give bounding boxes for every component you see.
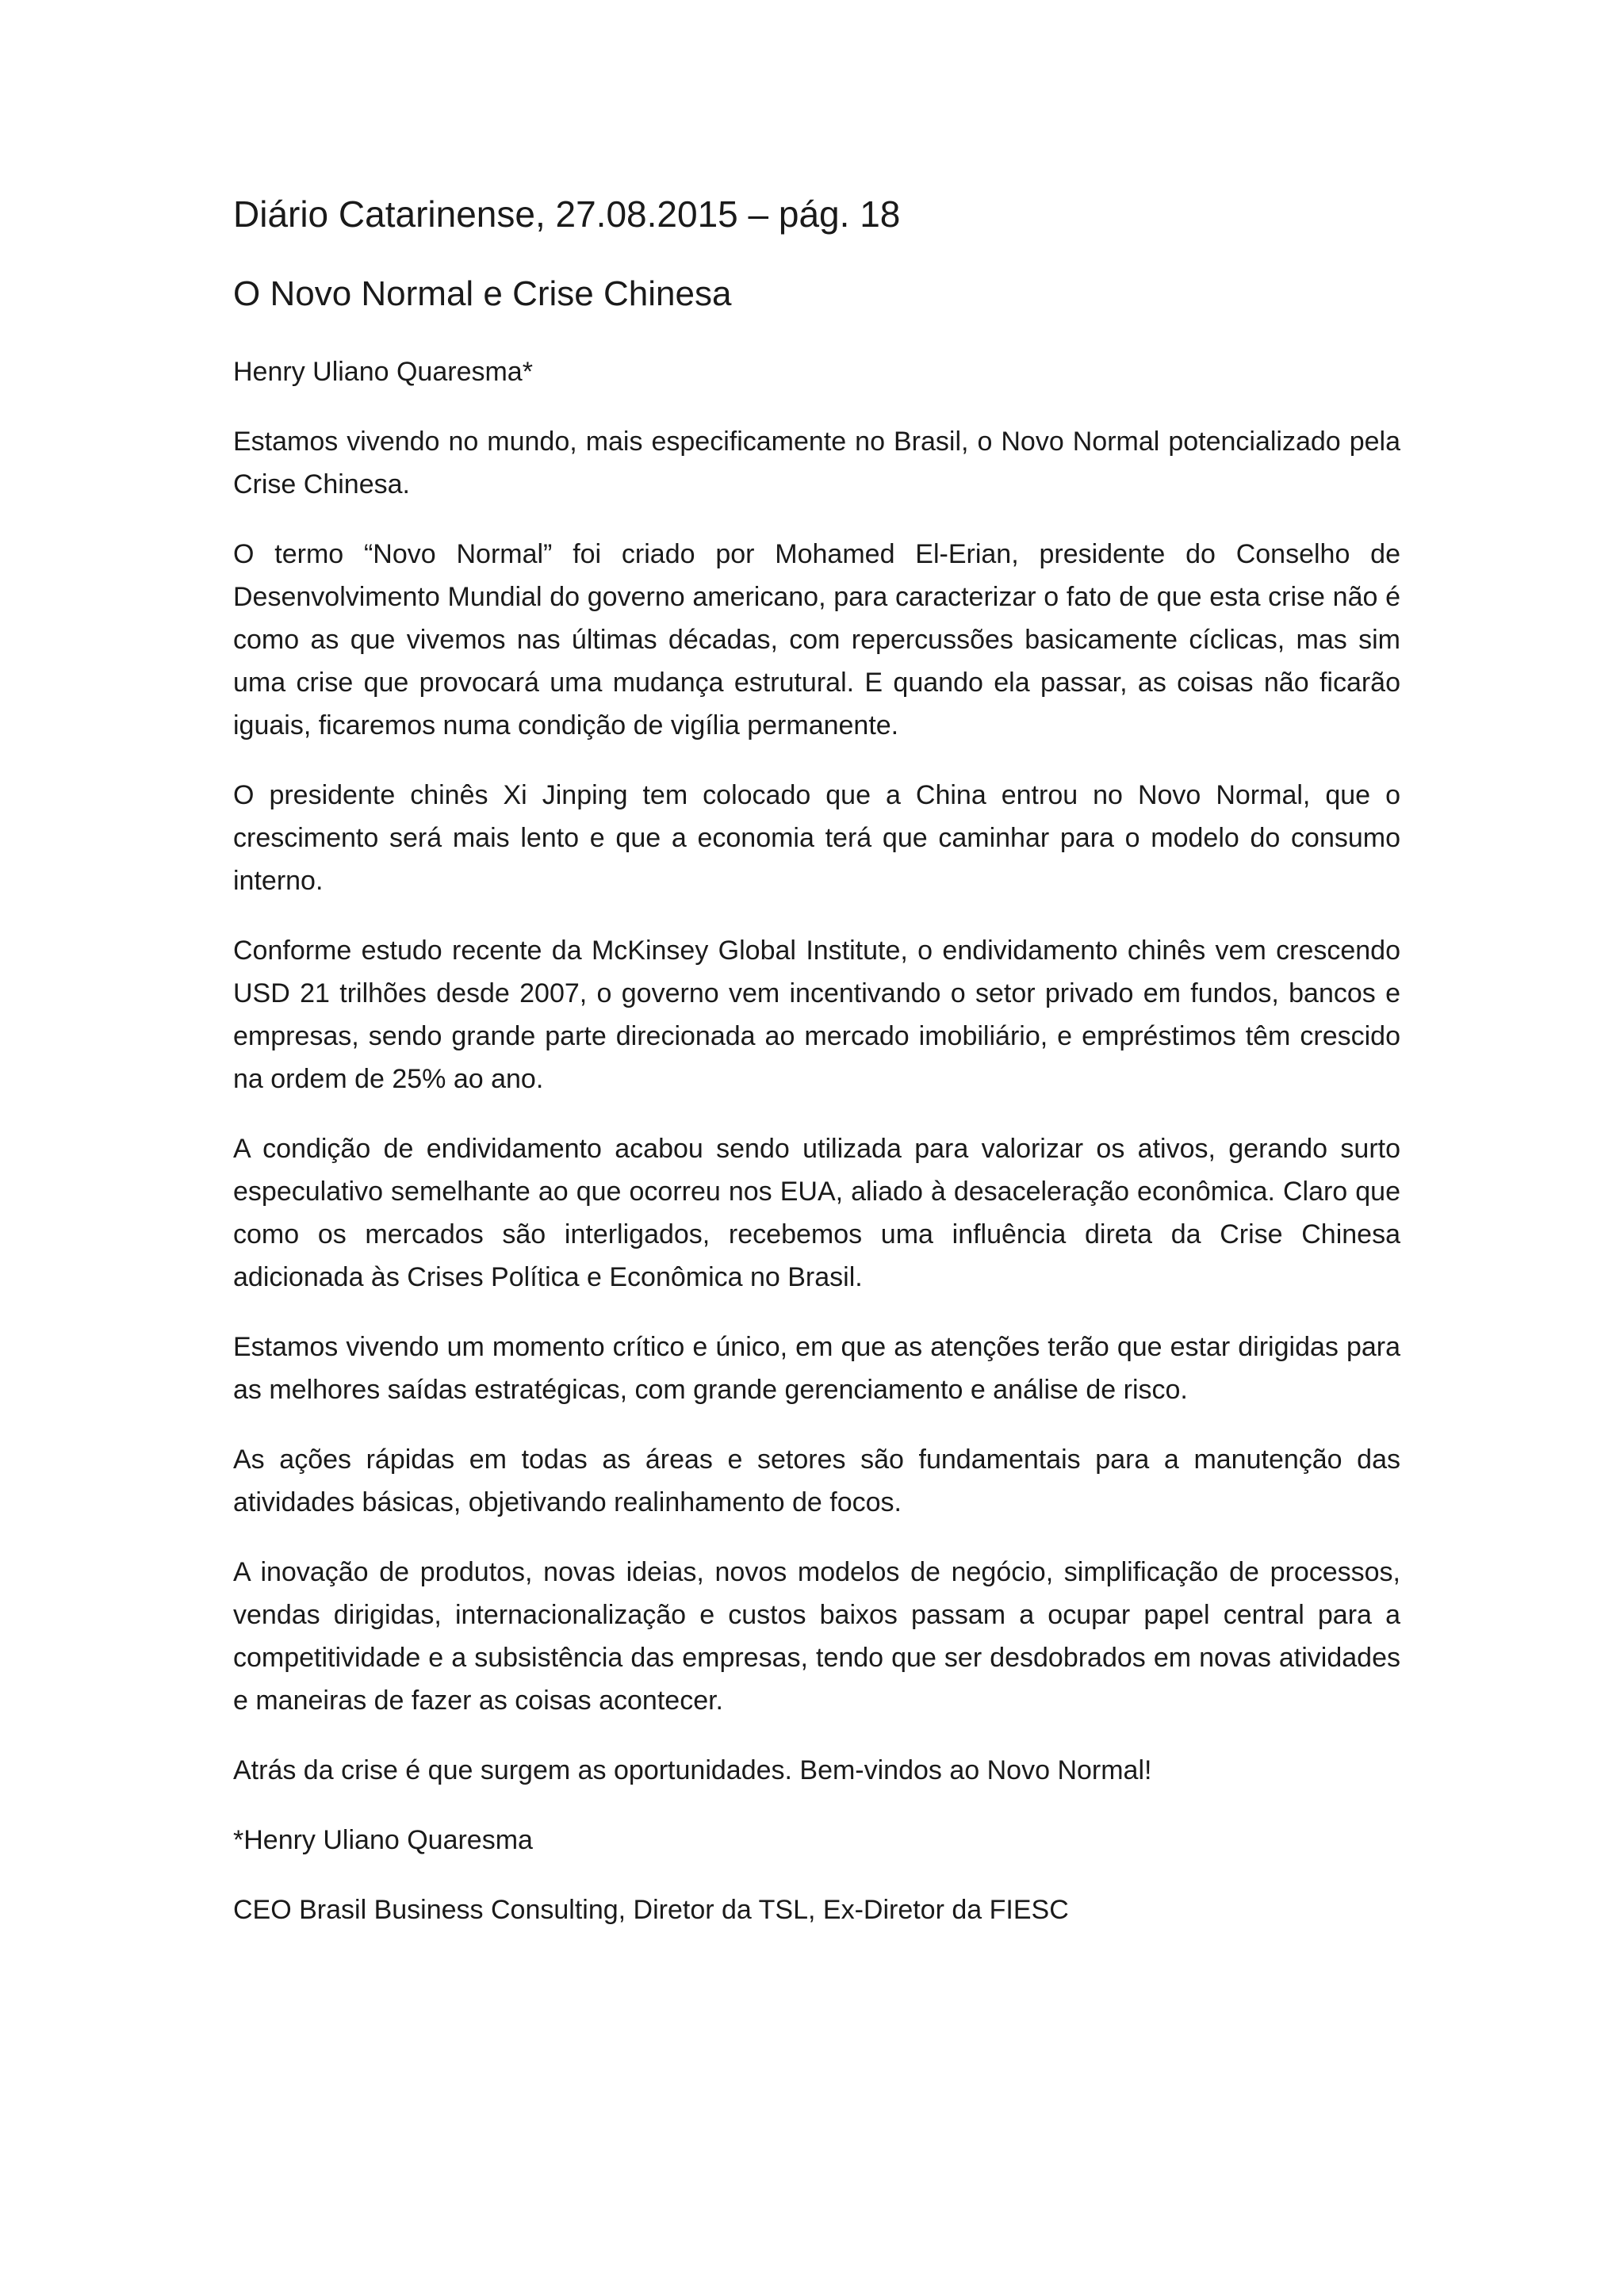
paragraph-8: A inovação de produtos, novas ideias, novos modelos de negócio, simplificação de processos, vendas dirigidas, internacionalização e custos baixos passam a ocupar papel central para a competitividade e a subsistência das empresas, tendo que ser desdobrados em novas atividades e maneiras de fazer as coisas acontecer. <box>233 1557 1400 1716</box>
signature-name: *Henry Uliano Quaresma <box>233 1825 533 1855</box>
article <box>233 190 1400 1958</box>
paragraph-2: O termo “Novo Normal” foi criado por Mohamed El-Erian, presidente do Conselho de Desenvolvimento Mundial do governo americano, para caracterizar o fato de que esta crise não é como as que vivemos nas últimas décadas, com repercussões basicamente cíclicas, mas sim uma crise que provocará uma mudança estrutural. E quando ela passar, as coisas não ficarão iguais, ficaremos numa condição de vigília permanente. <box>233 539 1400 740</box>
article-title: O Novo Normal e Crise Chinesa <box>233 274 732 313</box>
paragraph-3: O presidente chinês Xi Jinping tem colocado que a China entrou no Novo Normal, que o crescimento será mais lento e que a economia terá que caminhar para o modelo do consumo interno. <box>233 780 1400 896</box>
paragraph-4: Conforme estudo recente da McKinsey Global Institute, o endividamento chinês vem crescendo USD 21 trilhões desde 2007, o governo vem incentivando o setor privado em fundos, bancos e empresas, sendo grande parte direcionada ao mercado imobiliário, e empréstimos têm crescido na ordem de 25% ao ano. <box>233 936 1400 1094</box>
paragraph-7: As ações rápidas em todas as áreas e setores são fundamentais para a manutenção das atividades básicas, objetivando realinhamento de focos. <box>233 1445 1400 1517</box>
paragraph-5: A condição de endividamento acabou sendo utilizada para valorizar os ativos, gerando surto especulativo semelhante ao que ocorreu nos EUA, aliado à desaceleração econômica. Claro que como os mercados são interligados, recebemos uma influência direta da Crise Chinesa adicionada às Crises Política e Econômica no Brasil. <box>233 1134 1400 1292</box>
paragraph-6: Estamos vivendo um momento crítico e único, em que as atenções terão que estar dirigidas para as melhores saídas estratégicas, com grande gerenciamento e análise de risco. <box>233 1332 1400 1405</box>
paragraph-1: Estamos vivendo no mundo, mais especificamente no Brasil, o Novo Normal potencializado pela Crise Chinesa. <box>233 427 1400 499</box>
article-author: Henry Uliano Quaresma* <box>233 357 533 387</box>
publication-source: Diário Catarinense, 27.08.2015 – pág. 18 <box>233 193 901 235</box>
paragraph-9: Atrás da crise é que surgem as oportunidades. Bem-vindos ao Novo Normal! <box>233 1755 1152 1785</box>
signature-role: CEO Brasil Business Consulting, Diretor da TSL, Ex-Diretor da FIESC <box>233 1895 1069 1925</box>
